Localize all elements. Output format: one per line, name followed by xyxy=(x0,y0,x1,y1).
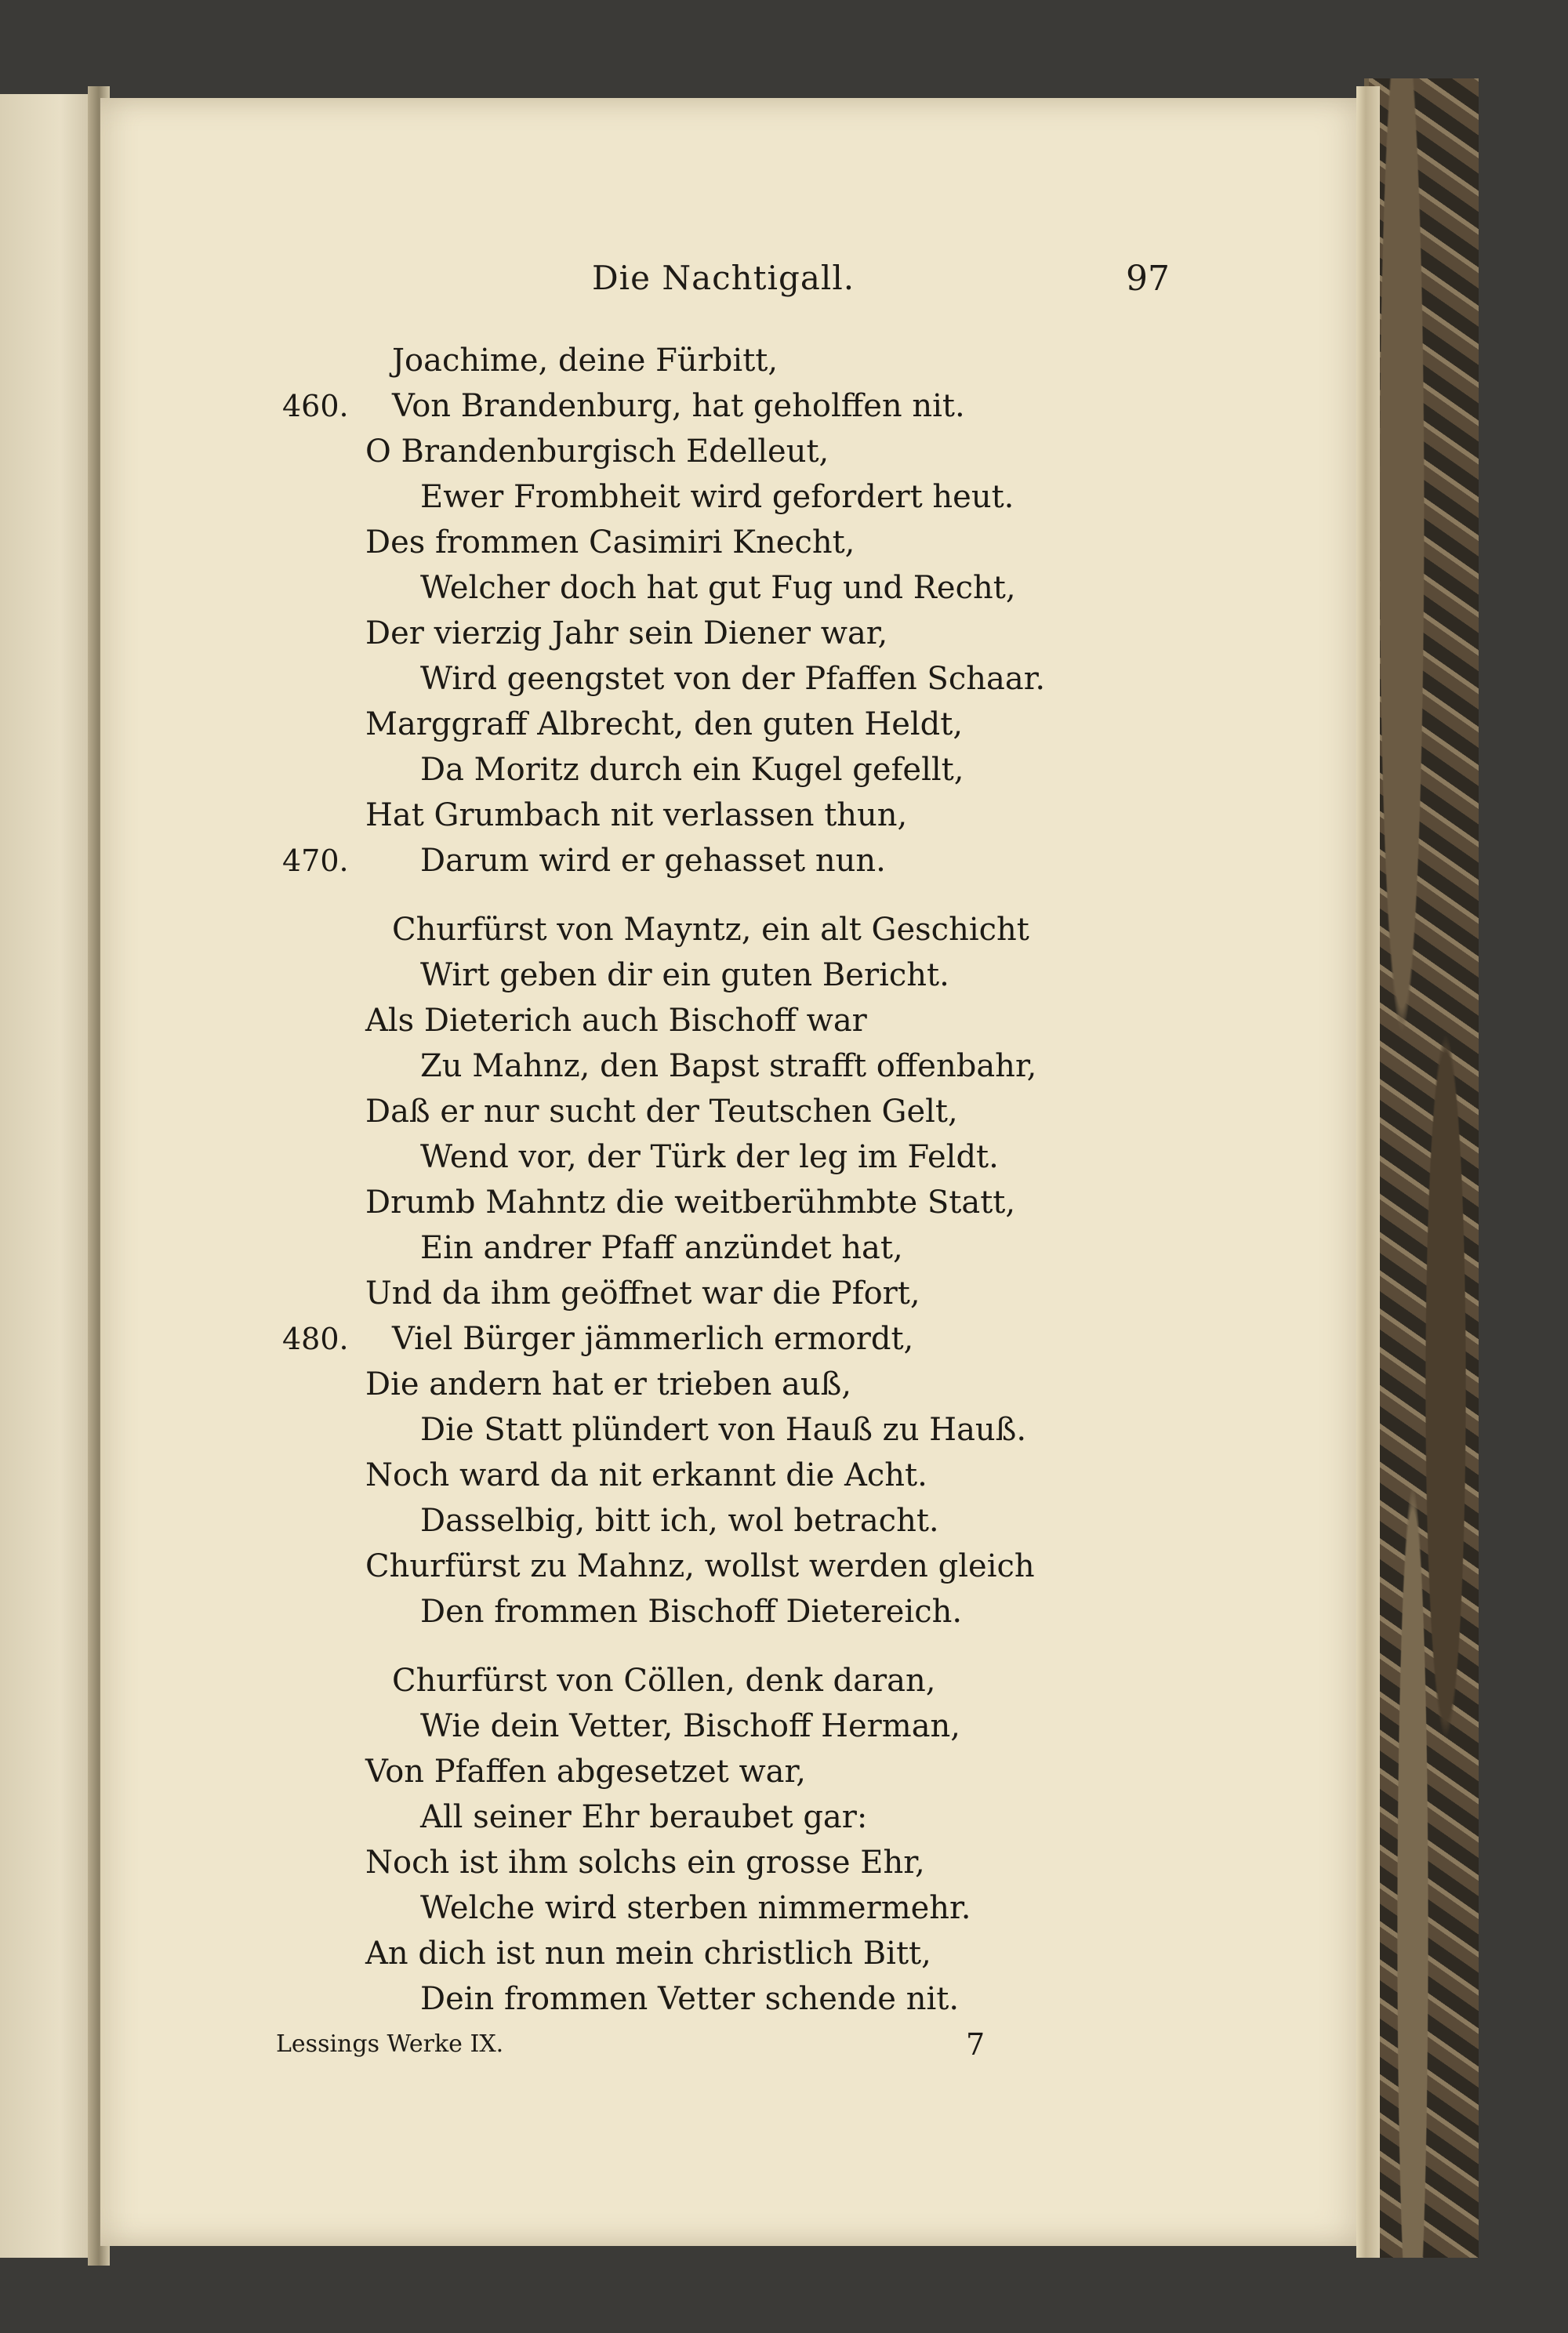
verse-line: Dein frommen Vetter schende nit. xyxy=(420,1981,960,2017)
verse-line: Wirt geben dir ein guten Bericht. xyxy=(420,957,949,993)
verse-line: Marggraff Albrecht, den guten Heldt, xyxy=(365,706,964,742)
verse-line: Wird geengstet von der Pfaffen Schaar. xyxy=(420,661,1046,697)
verse-line: Da Moritz durch ein Kugel gefellt, xyxy=(420,752,964,788)
verse-line: Der vierzig Jahr sein Diener war, xyxy=(365,615,888,651)
verse-line: Drumb Mahntz die weitberühmbte Statt, xyxy=(365,1185,1016,1221)
verse-line: Daß er nur sucht der Teutschen Gelt, xyxy=(365,1094,958,1130)
verse-line: Zu Mahnz, den Bapst strafft offenbahr, xyxy=(420,1048,1037,1084)
verse-line: Darum wird er gehasset nun. xyxy=(420,843,886,879)
verse-line: Die andern hat er trieben auß, xyxy=(365,1366,852,1402)
verse-line: Von Pfaffen abgesetzet war, xyxy=(365,1754,806,1790)
footer-sheet-number: 7 xyxy=(966,2027,985,2062)
verse-line: Und da ihm geöffnet war die Pfort, xyxy=(365,1275,920,1312)
verse-line: All seiner Ehr beraubet gar: xyxy=(420,1799,868,1835)
verse-line: Viel Bürger jämmerlich ermordt, xyxy=(392,1321,914,1357)
verse-line: Welche wird sterben nimmermehr. xyxy=(420,1890,971,1926)
verse-line: Ein andrer Pfaff anzündet hat, xyxy=(420,1230,903,1266)
page-number: 97 xyxy=(1126,259,1170,299)
verse-line: Von Brandenburg, hat geholffen nit. xyxy=(392,388,965,424)
verse-line: Noch ward da nit erkannt die Acht. xyxy=(365,1457,927,1493)
verse-line: Des frommen Casimiri Knecht, xyxy=(365,524,855,561)
verse-line: Churfürst zu Mahnz, wollst werden gleich xyxy=(365,1548,1035,1584)
line-number: 460. xyxy=(282,389,349,423)
verse-line: Als Dieterich auch Bischoff war xyxy=(365,1003,867,1039)
running-title: Die Nachtigall. xyxy=(592,259,855,297)
verse-line: Churfürst von Cöllen, denk daran, xyxy=(392,1663,936,1699)
verse-line: Wie dein Vetter, Bischoff Herman, xyxy=(420,1708,961,1744)
verse-line: Welcher doch hat gut Fug und Recht, xyxy=(420,570,1016,606)
verse-line: Noch ist ihm solchs ein grosse Ehr, xyxy=(365,1845,925,1881)
line-number: 470. xyxy=(282,844,349,878)
verse-line: Hat Grumbach nit verlassen thun, xyxy=(365,797,908,833)
verse-line: Churfürst von Mayntz, ein alt Geschicht xyxy=(392,912,1029,948)
verse-line: Joachime, deine Fürbitt, xyxy=(392,343,779,379)
verse-line: Wend vor, der Türk der leg im Feldt. xyxy=(420,1139,999,1175)
line-number: 480. xyxy=(282,1322,349,1356)
footer-signature: Lessings Werke IX. xyxy=(276,2030,504,2058)
verse-line: Ewer Frombheit wird gefordert heut. xyxy=(420,479,1014,515)
verse-line: Dasselbig, bitt ich, wol betracht. xyxy=(420,1503,939,1539)
verse-line: Die Statt plündert von Hauß zu Hauß. xyxy=(420,1412,1027,1448)
verse-line: Den frommen Bischoff Dietereich. xyxy=(420,1594,963,1630)
verse-line: O Brandenburgisch Edelleut, xyxy=(365,434,829,470)
page-edge xyxy=(1356,86,1380,2258)
marbled-cover xyxy=(1364,78,1479,2258)
left-page xyxy=(0,94,100,2258)
verse-line: An dich ist nun mein christlich Bitt, xyxy=(365,1936,931,1972)
